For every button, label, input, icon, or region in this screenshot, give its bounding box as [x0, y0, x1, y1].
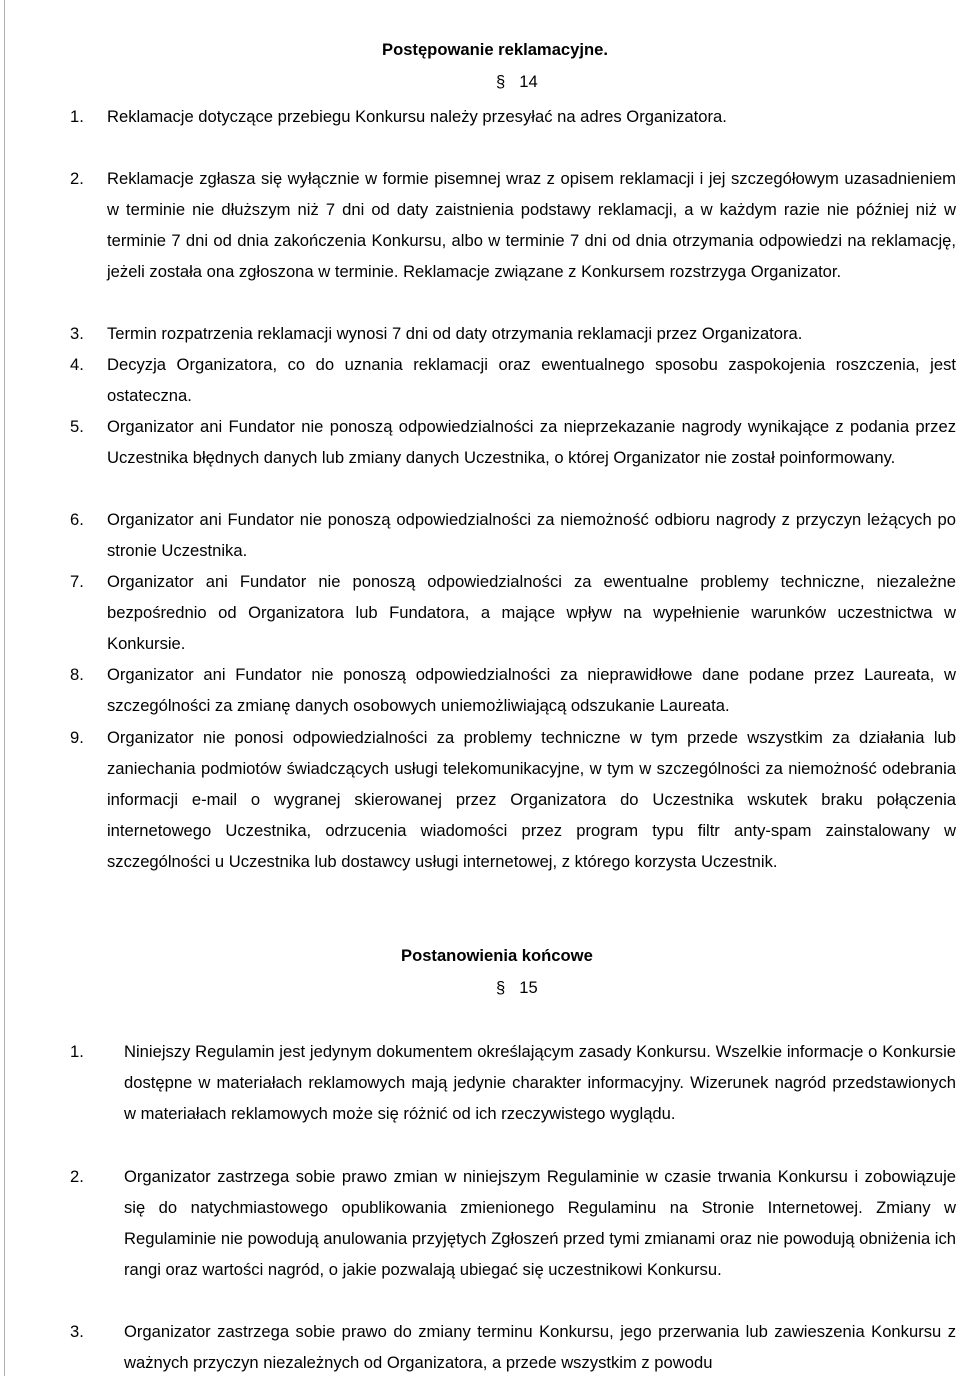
list-item: [70, 349, 956, 411]
list-item: [70, 566, 956, 659]
list-item-text: Organizator nie ponosi odpowiedzialności za problemy techniczne w tym przede wszystkim za działania lub zaniechania podmiotów świadczących usługi telekomunikacyjne, w tym w szczególności za niemożność odebrania informacji e-mail o wygranej skierowanej przez Organizatora do Uczestnika wskutek braku połączenia internetowego Uczestnika, odrzucenia wiadomości przez program typu filtr anty-spam zainstalowany w szczególności u Uczestnika lub dostawcy usługi internetowej, z którego korzysta Uczestnik.: [107, 728, 956, 871]
list-item-text: Organizator ani Fundator nie ponoszą odpowiedzialności za ewentualne problemy techniczne, niezależne bezpośrednio od Organizatora lub Fundatora, a mające wpływ na wypełnienie warunków uczestnictwa w Konkursie.: [107, 572, 956, 653]
list-item-number: 2.: [70, 1167, 84, 1186]
list-item-number: 2.: [70, 169, 84, 188]
list-item-text: Termin rozpatrzenia reklamacji wynosi 7 dni od daty otrzymania reklamacji przez Organizatora.: [107, 324, 803, 343]
section-number-value: 15: [519, 978, 538, 997]
list-item: [70, 1036, 956, 1129]
list-item-number: 7.: [70, 572, 84, 591]
list-item: [70, 722, 956, 877]
list-item: [70, 659, 956, 721]
list-item: [70, 1161, 956, 1285]
list-item-number: 4.: [70, 355, 84, 374]
list-item-number: 6.: [70, 510, 84, 529]
paragraph-symbol: §: [496, 978, 506, 997]
list-item-text: Niniejszy Regulamin jest jedynym dokumentem określającym zasady Konkursu. Wszelkie informacje o Konkursie dostępne w materiałach reklamowych mają jedynie charakter informacyjny. Wizerunek nagród przedstawionych w materiałach reklamowych może się różnić od ich rzeczywistego wyglądu.: [124, 1042, 956, 1123]
list-item: [70, 411, 956, 473]
list-item-number: 8.: [70, 665, 84, 684]
list-item-text: Organizator ani Fundator nie ponoszą odpowiedzialności za nieprawidłowe dane podane przez Laureata, w szczególności za zmianę danych osobowych uniemożliwiającą odszukanie Laureata.: [107, 665, 956, 715]
list-item-text: Organizator ani Fundator nie ponoszą odpowiedzialności za niemożność odbioru nagrody z przyczyn leżących po stronie Uczestnika.: [107, 510, 956, 560]
list-item-number: 3.: [70, 1322, 84, 1341]
paragraph-symbol: §: [496, 72, 506, 91]
list-item-number: 9.: [70, 728, 84, 747]
list-item: [70, 318, 956, 349]
list-item-number: 1.: [70, 107, 84, 126]
list-item-text: Organizator ani Fundator nie ponoszą odpowiedzialności za nieprzekazanie nagrody wynikające z podania przez Uczestnika błędnych danych lub zmiany danych Uczestnika, o której Organizator nie został poinformowany.: [107, 417, 956, 467]
section-14-number: [496, 72, 538, 92]
list-item-text: Organizator zastrzega sobie prawo do zmiany terminu Konkursu, jego przerwania lub zawieszenia Konkursu z ważnych przyczyn niezależnych od Organizatora, a przede wszystkim z powodu: [124, 1322, 956, 1372]
list-item-text: Reklamacje dotyczące przebiegu Konkursu należy przesyłać na adres Organizatora.: [107, 107, 727, 126]
list-item: [70, 163, 956, 287]
list-item: [70, 504, 956, 566]
list-item-number: 5.: [70, 417, 84, 436]
section-14-title: Postępowanie reklamacyjne.: [382, 40, 608, 59]
section-number-value: 14: [519, 72, 538, 91]
section-15-title: Postanowienia końcowe: [401, 946, 593, 965]
section-15-number: [496, 978, 538, 998]
list-item-text: Decyzja Organizatora, co do uznania reklamacji oraz ewentualnego sposobu zaspokojenia roszczenia, jest ostateczna.: [107, 355, 956, 405]
list-item-number: 3.: [70, 324, 84, 343]
list-item-text: Reklamacje zgłasza się wyłącznie w formie pisemnej wraz z opisem reklamacji i jej szczegółowym uzasadnieniem w terminie nie dłuższym niż 7 dni od daty zaistnienia podstawy reklamacji, a w każdym razie nie później niż w terminie 7 dni od dnia zakończenia Konkursu, albo w terminie 7 dni od dnia otrzymania odpowiedzi na reklamację, jeżeli została ona zgłoszona w terminie. Reklamacje związane z Konkursem rozstrzyga Organizator.: [107, 169, 956, 281]
list-item: [70, 101, 956, 132]
list-item-number: 1.: [70, 1042, 84, 1061]
list-item-text: Organizator zastrzega sobie prawo zmian w niniejszym Regulaminie w czasie trwania Konkursu i zobowiązuje się do natychmiastowego opublikowania zmienionego Regulaminu na Stronie Internetowej. Zmiany w Regulaminie nie powodują anulowania przyjętych Zgłoszeń przed tymi zmianami oraz nie powodują obniżenia ich rangi oraz wartości nagród, o jakie pozwalają ubiegać się uczestnikowi Konkursu.: [124, 1167, 956, 1279]
list-item: [70, 1316, 956, 1376]
